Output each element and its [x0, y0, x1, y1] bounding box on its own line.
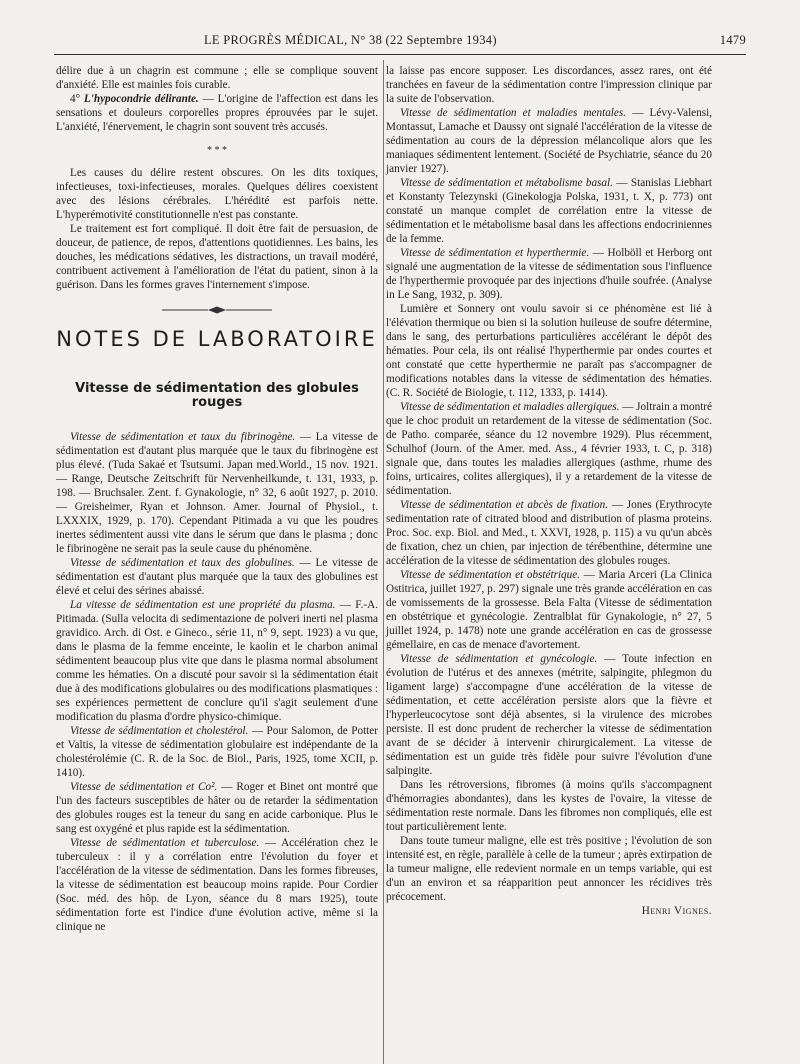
paragraph: [386, 176, 712, 246]
asterism: [56, 146, 378, 156]
paragraph-text: — Roger et Binet ont montré que l'un des facteurs susceptibles de hâter ou de retarder la sédimentation des globules rouges est la teneur du sang en acide carbonique. Plus le sang est oxygéné et plus rapide est la sédimentation.: [56, 781, 379, 835]
paragraph-text: — Stanislas Liebhart et Konstanty Telezynski (Ginekologja Polska, 1931, t. X, p. 773) ont constaté un manque complet de corrélation entre la vitesse de sédimentation et le métabolisme basal dans les affections endocriniennes de la femme.: [386, 177, 712, 245]
paragraph: [56, 598, 378, 724]
paragraph-heading: Vitesse de sédimentation et hyperthermie.: [400, 247, 590, 259]
paragraph-text: — L'origine de l'affection est dans les sensations et douleurs corporelles propres éprouvées par le sujet. L'anxiété, l'énervement, le chagrin sont souvent très accusés.: [56, 93, 378, 133]
paragraph: [56, 430, 378, 556]
paragraph: Lumière et Sonnery ont voulu savoir si ce phénomène est lié à l'élévation thermique ou bien si la solution huileuse de soufre détermine, dans le sang, des perturbations particulières accélérant le dépôt des hématies. Pour cela, ils ont réalisé l'hyperthermie par ondes courtes et ont constaté que cette hyperthermie ne paraît pas s'accompagner de modifications notables dans la vitesse de sédimentation des hématies. (C. R. Société de Biologie, t. 112, 1333, p. 1414).: [386, 303, 712, 399]
paragraph-heading: Vitesse de sédimentation et abcès de fixation.: [400, 499, 609, 511]
paragraph: Les causes du délire restent obscures. On les dits toxiques, infectieuses, toxi-infectieuses, morales. Quelques délires coexistent avec des lésions cérébrales. L'hérédité est parfois nette. L'hyperémotivité constitutionnelle n'est pas constante.: [56, 167, 378, 221]
paragraph: la laisse pas encore supposer. Les discordances, assez rares, ont été tranchées en faveur de la sédimentation contre l'impression clinique par la suite de l'observation.: [386, 65, 712, 105]
paragraph-text: — Jones (Erythrocyte sedimentation rate of citrated blood and distribution of plasma proteins. Proc. Soc. exp. Biol. and Med., t. XXVI, 1928, p. 115) a vu qu'un abcès de fixation, chez un chien, par injection de térébenthine, détermine une accélération de la vitesse de sédimentation des globules rouges.: [386, 499, 712, 567]
paragraph: [56, 724, 378, 780]
paragraph: délire due à un chagrin est commune ; elle se complique souvent d'anxiété. Elle est mainles fois curable.: [56, 65, 378, 91]
author-signature: Henri Vignes.: [641, 905, 712, 917]
paragraph-text: — La vitesse de sédimentation est d'autant plus marquée que le taux du fibrinogène est plus élevé. (Tuda Sakaé et Tsutsumi. Japan med.World., 15 nov. 1921. — Range, Deutsche Zeitschrift für Nervenheilkunde, t. 131, 1933, p. 198. — Bruchsaler. Zent. f. Gynakologie, n° 32, 6 août 1927, p. 2010. — Greisheimer, Ryan et Johnson. Amer. Journal of Physiol., t. LXXXIX, 1929, p. 170). Cependant Pitimada a vu que les poudres inertes sédimentent aussi vite dans le sérum que dans le plasma ; donc le fibrinogène ne serait pas la seule cause du phénomène.: [56, 431, 378, 555]
column-divider: [383, 60, 384, 1064]
page-number: 1479: [719, 33, 746, 47]
left-column: [56, 64, 378, 934]
right-column: [386, 64, 712, 918]
paragraph: [386, 246, 712, 302]
paragraph: [56, 780, 378, 836]
ornament-divider: [56, 306, 378, 314]
paragraph-text: — Joltrain a montré que le choc produit un retardement de la vitesse de sédimentation (Soc. de Patho. comparée, séance du 12 novembre 1929). Plus récemment, Schulhof (Journ. of the Amer. med. Ass., 4 février 1933, t. C, p. 318) signale que, dans toutes les maladies allergiques (asthme, rhume des foins, urticaires, colites allergiques), il y a retardement de la vitesse de sédimentation.: [386, 401, 712, 497]
asterism-text: * * *: [207, 145, 227, 156]
article-title: Vitesse de sédimentation des globules rouges: [75, 381, 359, 410]
paragraph-heading: Vitesse de sédimentation et obstétrique.: [400, 569, 581, 581]
running-header: [54, 33, 746, 53]
paragraph: [56, 556, 378, 598]
paragraph-text: — Toute infection en évolution de l'utérus et des annexes (métrite, salpingite, phlegmon du ligament large) s'accompagne d'une accélération de la vitesse de sédimentation, et cette accélération persiste alors que la fièvre et l'hyperleucocytose sont déjà absentes, si la virulence des microbes persiste. Il est donc prudent de rechercher la vitesse de sédimentation avant de se décider à intervenir chirurgicalement. La vitesse de sédimentation est un guide très fidèle pour suivre l'évolution d'une salpingite.: [386, 653, 712, 777]
header-rule: [54, 54, 746, 55]
paragraph: [56, 92, 378, 134]
paragraph-heading: Vitesse de sédimentation et cholestérol.: [70, 725, 249, 737]
paragraph: Dans les rétroversions, fibromes (à moins qu'ils s'accompagnent d'hémorragies abondantes), dans les kystes de l'ovaire, la vitesse de sédimentation reste normale. Dans les fibromes non compliqués, elle est tout particulièrement lente.: [386, 779, 712, 833]
paragraph: Dans toute tumeur maligne, elle est très positive ; l'évolution de son intensité est, en règle, parallèle à celle de la tumeur ; après extirpation de la tumeur maligne, elle redevient normale en un temps variable, qui est d'un an environ et sa réapparition peut annoncer les récidives très précocement.: [386, 835, 712, 903]
paragraph-heading: Vitesse de sédimentation et maladies mentales.: [400, 107, 627, 119]
paragraph-text: — Lévy-Valensi, Montassut, Lamache et Daussy ont signalé l'accélération de la vitesse de sédimentation au cours de la dépression mélancolique alors que les maniaques sédimentent lentement. (Société de Psychiatrie, séance du 20 janvier 1927).: [386, 107, 713, 175]
paragraph-text: — F.-A. Pitimada. (Sulla velocita di sedimentazione de polveri inerti nel plasma gravidico. Arch. di Ost. e Gineco., série 11, n° 9, sept. 1923) a vu que, dans le plasma de la femme enceinte, le kaolin et le charbon animal sédimentent beaucoup plus vite que dans le plasma normal absolument comme les hématies. On a discuté pour savoir si la sédimentation était due à des modifications globulaires ou des modifications plasmatiques : ses expériences permettent de conclure qu'il s'agit seulement d'une modification du plasma d'ordre physico-chimique.: [56, 599, 378, 723]
paragraph-heading: Vitesse de sédimentation et maladies allergiques.: [400, 401, 620, 413]
paragraph-heading: Vitesse de sédimentation et tuberculose.: [70, 837, 260, 849]
paragraph: [386, 106, 712, 176]
paragraph-text: — Maria Arceri (La Clinica Ostitrica, juillet 1927, p. 297) signale une très grande accélération en cas de vomissements de la grossesse. Bela Falta (Vitesse de sédimentation en obstétrique et gynécologie. Zentralblat für Gynakologie, n° 27, 5 juillet 1924, p. 1478) note une grande accélération en cas de grossesse gémellaire, en cas de menace d'avortement.: [386, 569, 712, 651]
paragraph: [386, 400, 712, 498]
paragraph-text: — Le vitesse de sédimentation est d'autant plus marquée que la taux des globulines est élevé et celui des sérines abaissé.: [56, 557, 378, 597]
paragraph-heading: Vitesse de sédimentation et taux du fibrinogène.: [70, 431, 296, 443]
journal-title: LE PROGRÈS MÉDICAL, N° 38 (22 Septembre 1934): [204, 33, 497, 47]
paragraph-heading: Vitesse de sédimentation et métabolisme basal.: [400, 177, 613, 189]
paragraph: [386, 652, 712, 778]
paragraph-heading: L'hypocondrie délirante.: [83, 93, 199, 105]
paragraph: [386, 498, 712, 568]
paragraph: Le traitement est fort compliqué. Il doit être fait de persuasion, de douceur, de patience, de repos, d'attentions quotidiennes. Les bains, les douches, les médications sédatives, les distractions, un travail modéré, contribuent activement à l'amélioration de l'état du patient, sinon à la guérison. Dans les formes graves l'internement s'impose.: [56, 223, 378, 291]
paragraph-heading: La vitesse de sédimentation est une propriété du plasma.: [70, 599, 336, 611]
section-title: NOTES DE LABORATOIRE: [56, 327, 378, 351]
paragraph: [56, 836, 378, 934]
paragraph-heading: Vitesse de sédimentation et taux des globulines.: [70, 557, 295, 569]
paragraph-heading: Vitesse de sédimentation et gynécologie.: [400, 653, 598, 665]
ornament-icon: [162, 306, 272, 314]
list-number: 4°: [70, 93, 84, 105]
paragraph-heading: Vitesse de sédimentation et Co².: [70, 781, 218, 793]
paragraph-text: — Accélération chez le tuberculeux : il y a corrélation entre l'évolution du foyer et l'accélération de la vitesse de sédimentation. Dans les formes fibreuses, la vitesse de sédimentation est beaucoup moins rapide. Pour Cordier (Soc. méd. des hôp. de Lyon, séance du 8 mars 1925), toute sédimentation forte est l'indice d'une évolution active, même si la clinique ne: [56, 837, 378, 933]
paragraph: [386, 568, 712, 652]
paragraph-text: — Pour Salomon, de Potter et Valtis, la vitesse de sédimentation globulaire est indépendante de la cholestérolémie (C. R. de la Soc. de Biol., Paris, 1925, tome XCII, p. 1410).: [56, 725, 378, 779]
paragraph-text: — Holböll et Herborg ont signalé une augmentation de la vitesse de sédimentation sous l'influence de l'hyperthermie provoquée par des injections d'huile soufrée. (Analyse in Le Sang, 1932, p. 309).: [386, 247, 712, 301]
